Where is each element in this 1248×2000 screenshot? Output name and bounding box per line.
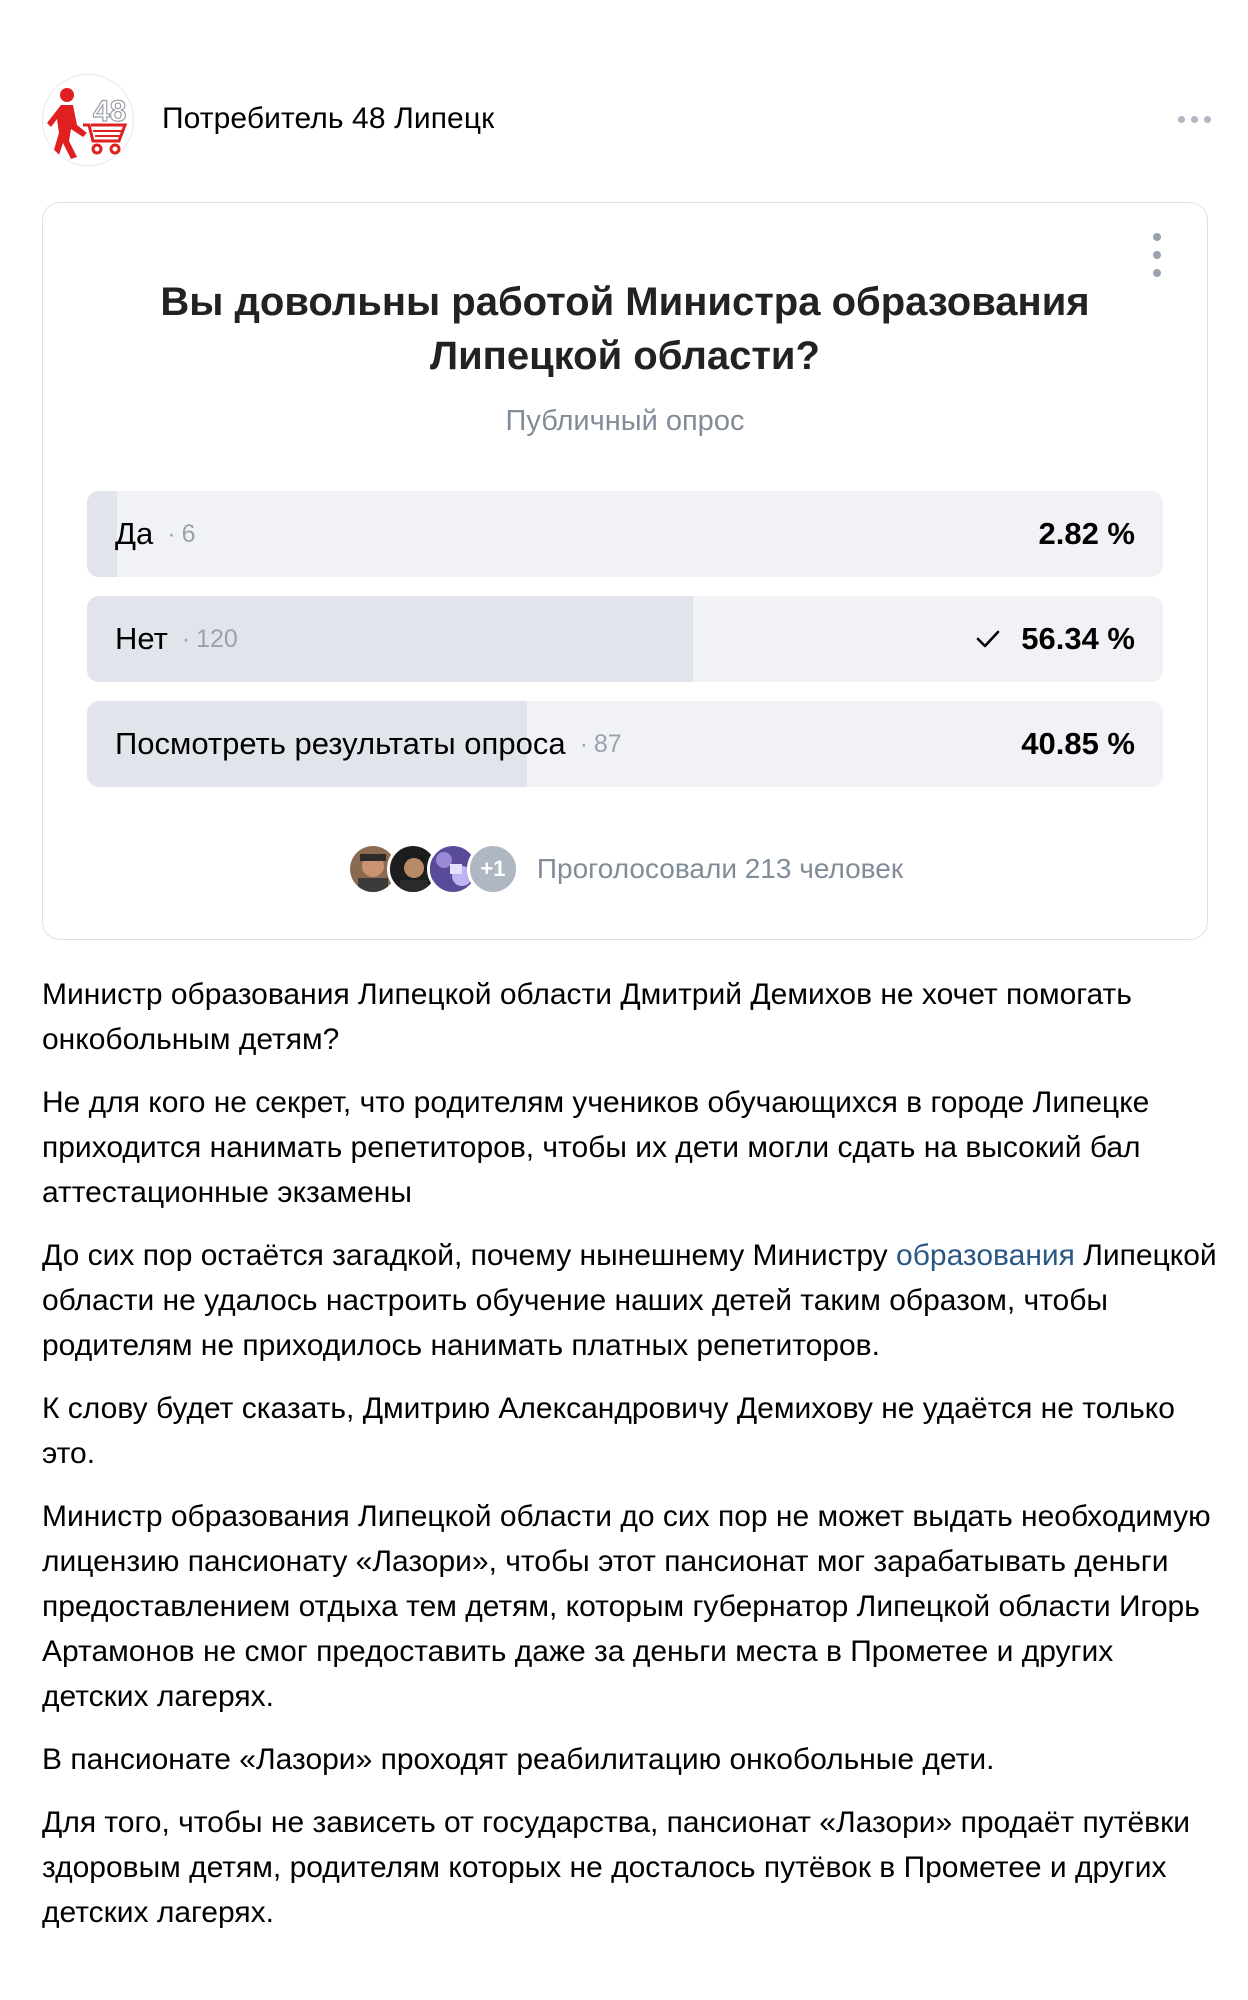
more-horizontal-icon[interactable] xyxy=(1174,104,1214,134)
option-count: 120 xyxy=(196,624,238,653)
poll-option-yes[interactable] xyxy=(87,491,1163,577)
paragraph: К слову будет сказать, Дмитрию Александровичу Демихову не удаётся не только это. xyxy=(42,1392,1175,1470)
paragraph: Министр образования Липецкой области до сих пор не может выдать необходимую лицензию пансионату «Лазори», чтобы этот пансионат мог зарабатывать деньги предоставлением отдыха тем детям, которым губернатор Липецкой области Игорь Артамонов не смог предоставить даже за деньги места в Прометее и других детских лагерях. xyxy=(42,1500,1211,1713)
more-vertical-icon[interactable] xyxy=(1151,233,1163,277)
option-percent: 2.82 % xyxy=(1038,516,1135,551)
poll-option-view-results[interactable] xyxy=(87,701,1163,787)
option-count: 6 xyxy=(181,519,196,548)
paragraph-text: До сих пор остаётся загадкой, почему нынешнему Министру xyxy=(42,1239,897,1272)
poll-card xyxy=(42,202,1208,940)
voters-count-text[interactable]: Проголосовали 213 человек xyxy=(536,853,904,884)
option-count: 87 xyxy=(593,729,622,758)
poll-title: Вы довольны работой Министра образования Липецкой области? xyxy=(160,280,1090,378)
option-label: Да xyxy=(115,516,154,551)
separator-dot: · xyxy=(579,729,588,758)
more-voters-badge: +1 xyxy=(467,843,519,895)
post-header xyxy=(42,74,1214,166)
paragraph: Для того, чтобы не зависеть от государства, пансионат «Лазори» продаёт путёвки здоровым детям, родителям которых не досталось путёвок в Прометее и других детских лагерях. xyxy=(42,1806,1190,1929)
paragraph-text: Липецкой области не удалось настроить обучение наших детей таким образом, чтобы родителям не приходилось нанимать платных репетиторов. xyxy=(42,1239,1217,1362)
option-percent: 40.85 % xyxy=(1021,726,1135,761)
hashtag-link[interactable]: образования xyxy=(896,1239,1075,1272)
post-text xyxy=(42,972,1222,1953)
option-label: Посмотреть результаты опроса xyxy=(115,726,566,761)
voter-avatars[interactable] xyxy=(347,843,519,895)
paragraph: В пансионате «Лазори» проходят реабилитацию онкобольные дети. xyxy=(42,1743,995,1776)
community-avatar-icon[interactable] xyxy=(42,74,134,166)
option-label: Нет xyxy=(115,621,168,656)
option-percent: 56.34 % xyxy=(1021,621,1135,656)
separator-dot: · xyxy=(167,519,176,548)
paragraph xyxy=(42,1233,1222,1368)
poll-option-no[interactable] xyxy=(87,596,1163,682)
paragraph: Не для кого не секрет, что родителям учеников обучающихся в городе Липецке приходится нанимать репетиторов, чтобы их дети могли сдать на высокий бал аттестационные экзамены xyxy=(42,1086,1150,1209)
author-name[interactable]: Потребитель 48 Липецк xyxy=(162,102,495,135)
paragraph: Министр образования Липецкой области Дмитрий Демихов не хочет помогать онкобольным детям? xyxy=(42,978,1132,1056)
separator-dot: · xyxy=(181,624,191,653)
svg-text:48: 48 xyxy=(93,95,127,128)
voters-row[interactable] xyxy=(43,841,1207,897)
poll-subtitle: Публичный опрос xyxy=(505,405,745,437)
option-fill xyxy=(87,491,117,577)
check-icon xyxy=(975,626,1001,652)
